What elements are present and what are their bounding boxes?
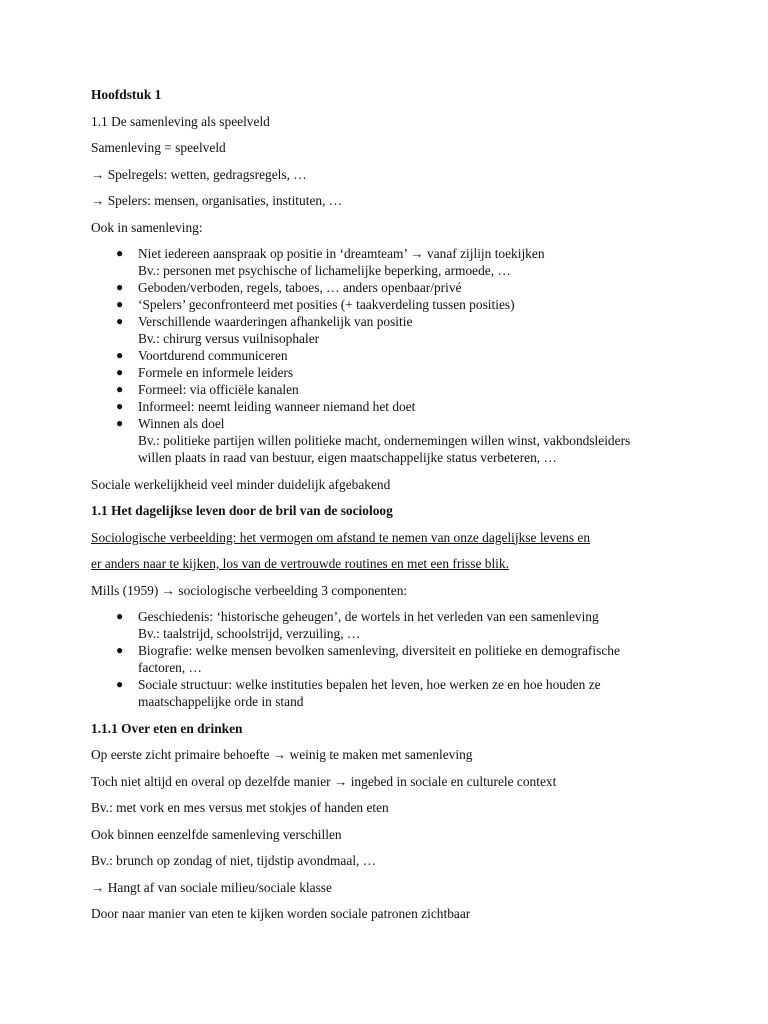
paragraph-sociale-werkelijkheid: Sociale werkelijkheid veel minder duidelijk afgebakend: [91, 476, 391, 492]
list-item-subtext: Bv.: chirurg versus vuilnisophaler: [138, 331, 320, 346]
paragraph-sociale-patronen: Door naar manier van eten te kijken worden sociale patronen zichtbaar: [91, 906, 471, 921]
list-item: [91, 279, 691, 296]
list-item: [91, 676, 691, 710]
bullet-icon: ●: [116, 314, 124, 328]
bullet-icon: ●: [116, 677, 124, 691]
list-item-text: Winnen als doel: [138, 416, 225, 431]
list-item-text: Formeel: via officiële kanalen: [138, 382, 299, 397]
paragraph-vork-mes: Bv.: met vork en mes versus met stokjes of handen eten: [91, 800, 389, 815]
section-heading-eten-drinken: 1.1.1 Over eten en drinken: [91, 720, 243, 736]
list-item: [91, 347, 691, 364]
list-item-text: Formele en informele leiders: [138, 365, 294, 380]
paragraph-ook: Ook in samenleving:: [91, 219, 203, 235]
bullet-icon: ●: [116, 365, 124, 379]
list-item: [91, 313, 691, 347]
section-heading-dagelijkse-leven: 1.1 Het dagelijkse leven door de bril van de socioloog: [91, 503, 393, 518]
definition-line-2: er anders naar te kijken, los van de vertrouwde routines en met een frisse blik.: [91, 556, 509, 571]
paragraph-sociale-context: Toch niet altijd en overal op dezelfde manier → ingebed in sociale en culturele context: [91, 773, 557, 789]
list-item-subtext: willen plaats in raad van bestuur, eigen maatschappelijke status verbeteren, …: [138, 450, 557, 465]
definition-line-1: Sociologische verbeelding: het vermogen om afstand te nemen van onze dagelijkse levens en: [91, 529, 591, 545]
list-item: [91, 296, 691, 313]
bullet-list-samenleving: [91, 245, 691, 466]
list-item-subtext: Bv.: politieke partijen willen politieke macht, ondernemingen willen winst, vakbondsleiders: [138, 433, 631, 448]
list-item-subtext: Bv.: taalstrijd, schoolstrijd, verzuiling, …: [138, 626, 361, 641]
list-item-text: Niet iedereen aanspraak op positie in ‘dreamteam’ → vanaf zijlijn toekijken: [138, 246, 545, 261]
bullet-icon: ●: [116, 280, 124, 294]
paragraph-spelers: → Spelers: mensen, organisaties, instituten, …: [91, 193, 343, 208]
bullet-icon: ●: [116, 297, 124, 311]
bullet-icon: ●: [116, 348, 124, 362]
bullet-icon: ●: [116, 609, 124, 623]
paragraph-spelregels: → Spelregels: wetten, gedragsregels, …: [91, 166, 307, 182]
list-item-text: Sociale structuur: welke instituties bepalen het leven, hoe werken ze en hoe houden ze: [138, 677, 601, 692]
list-item: [91, 364, 691, 381]
list-item: [91, 608, 691, 642]
list-item-text: Biografie: welke mensen bevolken samenleving, diversiteit en politieke en demografische: [138, 643, 620, 658]
section-heading-1-1: 1.1 De samenleving als speelveld: [91, 113, 270, 129]
paragraph-primaire-behoefte: Op eerste zicht primaire behoefte → weinig te maken met samenleving: [91, 747, 473, 762]
list-item-subtext: factoren, …: [138, 660, 202, 675]
list-item: [91, 415, 691, 466]
paragraph-samenleving: Samenleving = speelveld: [91, 140, 226, 155]
list-item: [91, 381, 691, 398]
chapter-heading: Hoofdstuk 1: [91, 87, 162, 102]
list-item: [91, 245, 691, 279]
list-item-text: Informeel: neemt leiding wanneer niemand het doet: [138, 399, 416, 414]
bullet-icon: ●: [116, 382, 124, 396]
list-item-subtext: maatschappelijke orde in stand: [138, 694, 304, 709]
list-item: [91, 642, 691, 676]
document-page: [91, 86, 691, 932]
bullet-icon: ●: [116, 416, 124, 430]
paragraph-mills: Mills (1959) → sociologische verbeelding 3 componenten:: [91, 582, 408, 598]
bullet-icon: ●: [116, 643, 124, 657]
paragraph-brunch: Bv.: brunch op zondag of niet, tijdstip avondmaal, …: [91, 853, 377, 868]
paragraph-binnen-samenleving: Ook binnen eenzelfde samenleving verschillen: [91, 826, 342, 842]
list-item-text: ‘Spelers’ geconfronteerd met posities (+ taakverdeling tussen posities): [138, 297, 515, 312]
bullet-icon: ●: [116, 399, 124, 413]
paragraph-sociale-klasse: → Hangt af van sociale milieu/sociale klasse: [91, 879, 332, 895]
bullet-list-componenten: [91, 608, 691, 710]
list-item-text: Voortdurend communiceren: [138, 348, 288, 363]
list-item-text: Verschillende waarderingen afhankelijk van positie: [138, 314, 413, 329]
bullet-icon: ●: [116, 246, 124, 260]
list-item: [91, 398, 691, 415]
list-item-text: Geschiedenis: ‘historische geheugen’, de wortels in het verleden van een samenleving: [138, 609, 599, 624]
list-item-subtext: Bv.: personen met psychische of lichamelijke beperking, armoede, …: [138, 263, 511, 278]
list-item-text: Geboden/verboden, regels, taboes, … anders openbaar/privé: [138, 280, 462, 295]
